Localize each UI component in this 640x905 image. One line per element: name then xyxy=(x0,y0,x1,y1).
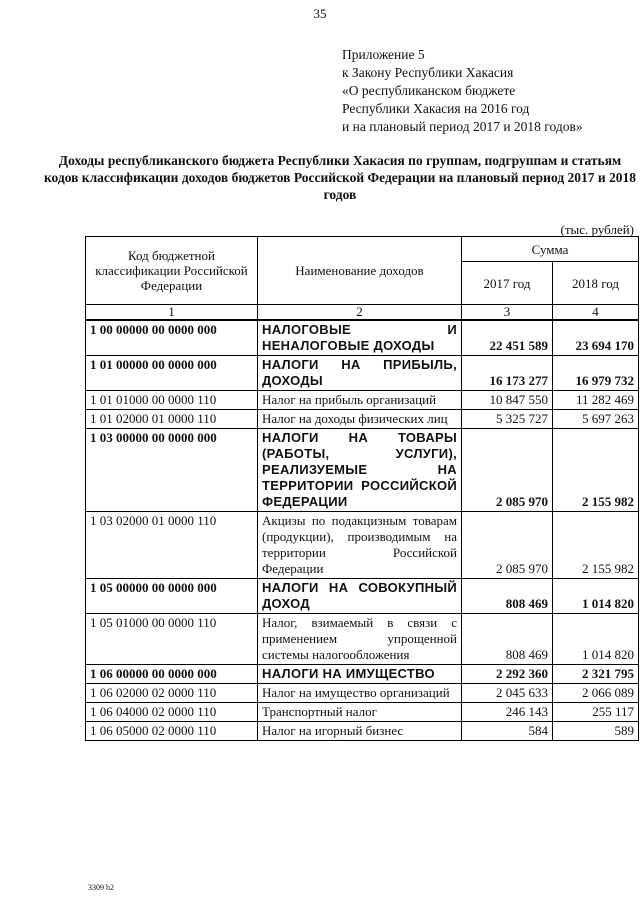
appendix-line: Республики Хакасия на 2016 год xyxy=(342,101,530,116)
cell-value-2018: 2 155 982 xyxy=(553,429,639,512)
cell-name: НАЛОГИ НА ТОВАРЫ (РАБОТЫ, УСЛУГИ), РЕАЛИЗУЕМЫЕ НА ТЕРРИТОРИИ РОССИЙСКОЙ ФЕДЕРАЦИИ xyxy=(258,429,462,512)
cell-name: Налог на игорный бизнес xyxy=(258,722,462,741)
cell-code: 1 05 00000 00 0000 000 xyxy=(86,579,258,614)
cell-value-2017: 808 469 xyxy=(462,579,553,614)
table-row xyxy=(86,703,639,722)
cell-code: 1 03 02000 01 0000 110 xyxy=(86,512,258,579)
cell-value-2017: 2 085 970 xyxy=(462,512,553,579)
table-row xyxy=(86,410,639,429)
cell-code: 1 01 00000 00 0000 000 xyxy=(86,356,258,391)
column-number: 1 xyxy=(86,305,258,321)
appendix-line: Приложение 5 xyxy=(342,47,425,62)
cell-name: НАЛОГИ НА ИМУЩЕСТВО xyxy=(258,665,462,684)
cell-value-2018: 255 117 xyxy=(553,703,639,722)
cell-name: НАЛОГОВЫЕ И НЕНАЛОГОВЫЕ ДОХОДЫ xyxy=(258,320,462,356)
cell-code: 1 01 02000 01 0000 110 xyxy=(86,410,258,429)
cell-name: Налог на имущество организаций xyxy=(258,684,462,703)
table-row xyxy=(86,722,639,741)
table-row xyxy=(86,684,639,703)
cell-value-2018: 2 155 982 xyxy=(553,512,639,579)
cell-name: Налог на прибыль организаций xyxy=(258,391,462,410)
header-code: Код бюджетной классификации Российской Федерации xyxy=(86,237,258,305)
column-number: 2 xyxy=(258,305,462,321)
appendix-line: к Закону Республики Хакасия xyxy=(342,65,514,80)
appendix-line: «О республиканском бюджете xyxy=(342,83,516,98)
revenue-table xyxy=(85,236,639,741)
cell-value-2017: 2 085 970 xyxy=(462,429,553,512)
cell-value-2018: 11 282 469 xyxy=(553,391,639,410)
table-row xyxy=(86,391,639,410)
cell-value-2018: 23 694 170 xyxy=(553,320,639,356)
table-row xyxy=(86,429,639,512)
cell-code: 1 06 00000 00 0000 000 xyxy=(86,665,258,684)
cell-value-2018: 16 979 732 xyxy=(553,356,639,391)
header-name: Наименование доходов xyxy=(258,237,462,305)
cell-name: НАЛОГИ НА СОВОКУПНЫЙ ДОХОД xyxy=(258,579,462,614)
cell-name: Налог, взимаемый в связи с применением упрощенной системы налогообложения xyxy=(258,614,462,665)
cell-value-2018: 2 066 089 xyxy=(553,684,639,703)
cell-value-2018: 1 014 820 xyxy=(553,579,639,614)
cell-value-2017: 808 469 xyxy=(462,614,553,665)
cell-code: 1 00 00000 00 0000 000 xyxy=(86,320,258,356)
column-number: 3 xyxy=(462,305,553,321)
cell-code: 1 06 05000 02 0000 110 xyxy=(86,722,258,741)
table-row xyxy=(86,512,639,579)
cell-name: Акцизы по подакцизным товарам (продукции), производимым на территории Российской Федерации xyxy=(258,512,462,579)
footer-code: 3309 b2 xyxy=(88,883,114,892)
page-number: 35 xyxy=(313,6,327,21)
column-number: 4 xyxy=(553,305,639,321)
table-row xyxy=(86,665,639,684)
units-label: (тыс. рублей) xyxy=(560,222,634,237)
cell-value-2017: 246 143 xyxy=(462,703,553,722)
cell-name: Налог на доходы физических лиц xyxy=(258,410,462,429)
cell-value-2018: 1 014 820 xyxy=(553,614,639,665)
header-year-2018: 2018 год xyxy=(553,262,639,305)
document-title: Доходы республиканского бюджета Республики Хакасия по группам, подгруппам и статьям кодов классификации доходов бюджетов Российской Федерации на плановый период 2017 и 2018 годов xyxy=(43,153,637,202)
cell-value-2017: 10 847 550 xyxy=(462,391,553,410)
cell-value-2017: 5 325 727 xyxy=(462,410,553,429)
cell-value-2018: 2 321 795 xyxy=(553,665,639,684)
table-row xyxy=(86,320,639,356)
cell-value-2017: 2 045 633 xyxy=(462,684,553,703)
header-sum: Сумма xyxy=(462,237,639,262)
table-body xyxy=(86,320,639,741)
cell-value-2017: 22 451 589 xyxy=(462,320,553,356)
appendix-line: и на плановый период 2017 и 2018 годов» xyxy=(342,119,583,134)
table-row xyxy=(86,356,639,391)
cell-code: 1 06 02000 02 0000 110 xyxy=(86,684,258,703)
table-row xyxy=(86,614,639,665)
header-year-2017: 2017 год xyxy=(462,262,553,305)
cell-value-2017: 2 292 360 xyxy=(462,665,553,684)
cell-code: 1 05 01000 00 0000 110 xyxy=(86,614,258,665)
cell-code: 1 01 01000 00 0000 110 xyxy=(86,391,258,410)
cell-code: 1 03 00000 00 0000 000 xyxy=(86,429,258,512)
cell-name: НАЛОГИ НА ПРИБЫЛЬ, ДОХОДЫ xyxy=(258,356,462,391)
cell-value-2018: 589 xyxy=(553,722,639,741)
cell-value-2017: 16 173 277 xyxy=(462,356,553,391)
cell-value-2018: 5 697 263 xyxy=(553,410,639,429)
cell-name: Транспортный налог xyxy=(258,703,462,722)
table-row xyxy=(86,579,639,614)
cell-code: 1 06 04000 02 0000 110 xyxy=(86,703,258,722)
cell-value-2017: 584 xyxy=(462,722,553,741)
appendix-note xyxy=(342,46,583,136)
